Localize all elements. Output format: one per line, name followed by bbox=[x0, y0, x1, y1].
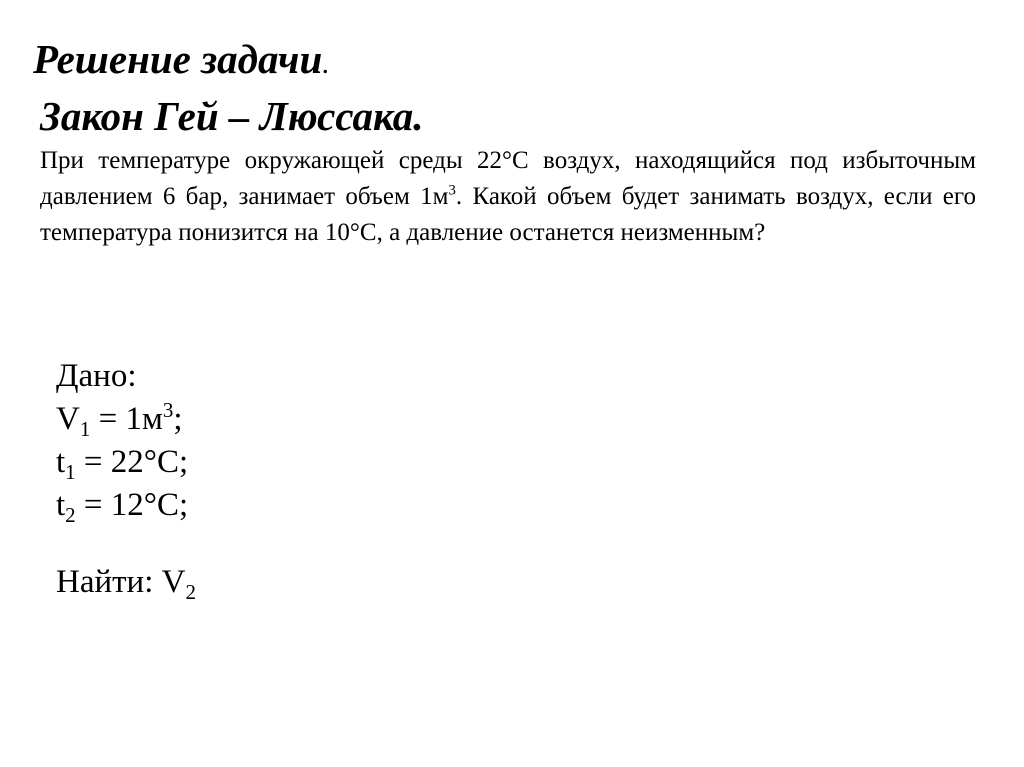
given-symbol: t bbox=[56, 444, 66, 480]
given-symbol: t bbox=[56, 487, 66, 523]
problem-superscript: 3 bbox=[448, 182, 456, 199]
slide-title-text: Решение задачи bbox=[33, 36, 323, 82]
find-label: Найти: bbox=[56, 564, 162, 600]
problem-statement bbox=[40, 143, 976, 251]
slide-title bbox=[33, 36, 330, 87]
given-value: = 12°С; bbox=[75, 487, 189, 523]
slide-title-period: . bbox=[322, 47, 330, 80]
given-item-v1 bbox=[56, 398, 196, 441]
given-superscript: 3 bbox=[162, 398, 174, 422]
given-value: = 22°С; bbox=[75, 444, 189, 480]
given-value: = 1м bbox=[90, 401, 163, 437]
problem-text-part1: При температуре окружающей среды 22°С воздух, находящийся под избыточным давлением 6 бар, занимает объем 1м bbox=[40, 147, 976, 210]
find-line bbox=[56, 561, 196, 604]
given-symbol: V bbox=[56, 401, 80, 437]
given-item-t2 bbox=[56, 484, 196, 527]
find-subscript: 2 bbox=[185, 580, 196, 604]
find-symbol: V bbox=[161, 564, 186, 600]
given-block bbox=[56, 355, 196, 604]
given-subscript: 1 bbox=[65, 460, 76, 484]
given-subscript: 2 bbox=[65, 503, 76, 527]
given-label: Дано: bbox=[56, 358, 137, 394]
spacer bbox=[56, 527, 196, 561]
problem-text-part2: . Какой объем будет занимать воздух, если его температура понизится на 10°С, а давление останется неизменным? bbox=[40, 183, 976, 246]
given-end: ; bbox=[173, 401, 183, 437]
given-item-t1 bbox=[56, 441, 196, 484]
given-subscript: 1 bbox=[79, 417, 91, 441]
slide-subtitle: Закон Гей – Люссака. bbox=[40, 93, 424, 139]
